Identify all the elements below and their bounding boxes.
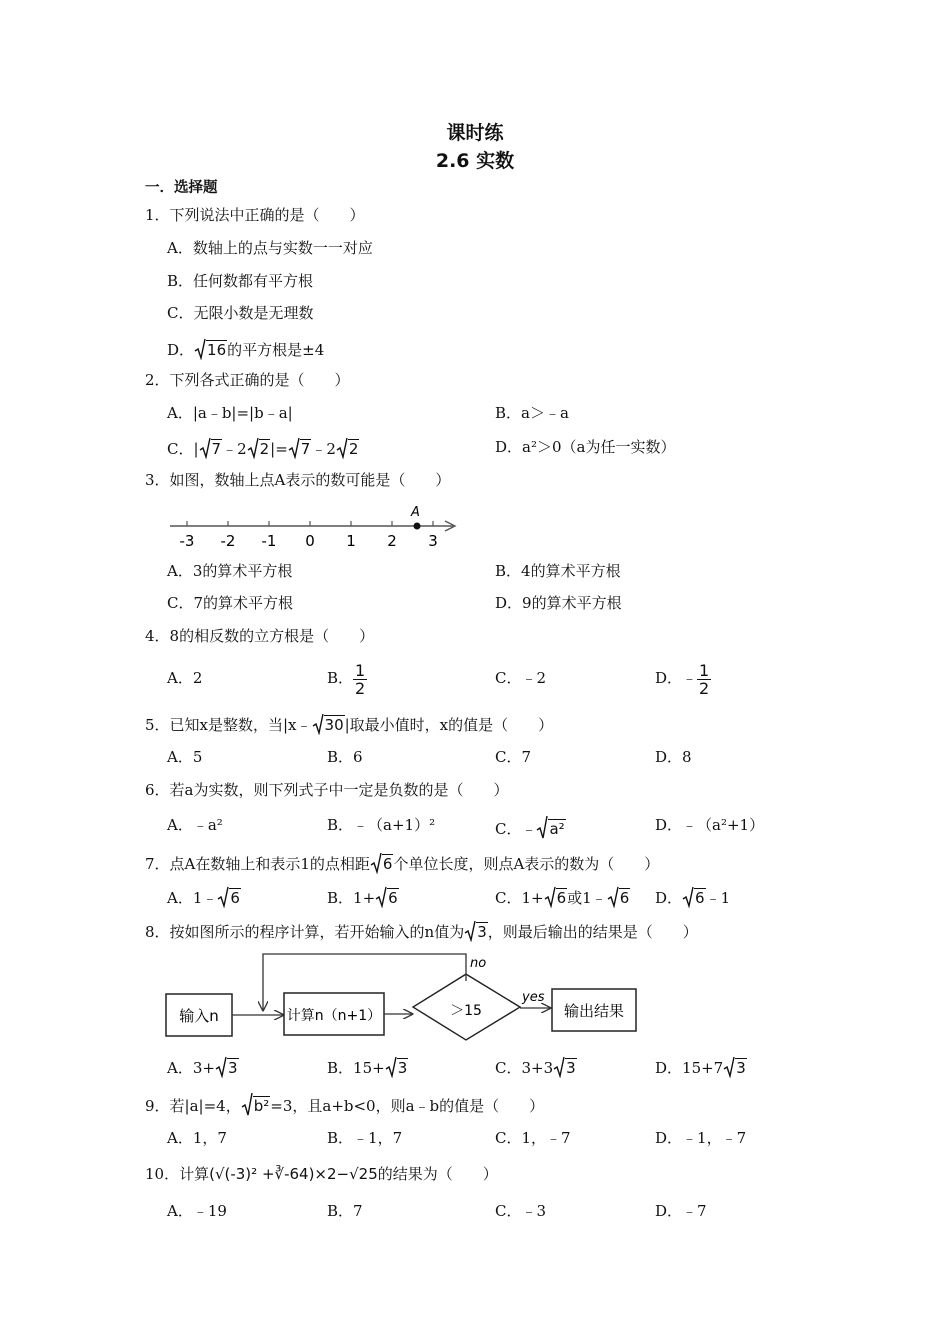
page-title: 课时练 bbox=[446, 122, 504, 144]
sqrt-symbol bbox=[464, 920, 476, 942]
q2-option-c: C．| 7﹣2 2|= 7﹣2 2 bbox=[167, 437, 359, 459]
q10-option-d: D．﹣7 bbox=[655, 1202, 707, 1220]
q4-option-b: B． $\frac{1}{2}$ bbox=[327, 660, 366, 698]
sqrt-symbol bbox=[247, 437, 259, 459]
sqrt-symbol bbox=[336, 437, 348, 459]
page-subtitle: 2.6 实数 bbox=[435, 150, 515, 172]
q9-option-b: B．﹣1，7 bbox=[327, 1129, 403, 1147]
q6-option-b: B．﹣（a+1）² bbox=[327, 816, 436, 834]
sqrt-symbol bbox=[241, 1092, 253, 1116]
output-box-label: 输出结果 bbox=[563, 1002, 625, 1020]
sqrt-symbol bbox=[385, 1056, 397, 1078]
q7-option-d: D． 6﹣1 bbox=[655, 886, 730, 908]
q10-option-a: A．﹣19 bbox=[167, 1202, 227, 1220]
sqrt-symbol bbox=[215, 1056, 227, 1078]
q1-option-b: B．任何数都有平方根 bbox=[167, 272, 314, 290]
axis-tick-label: -1 bbox=[261, 532, 277, 550]
sqrt-symbol bbox=[723, 1056, 735, 1078]
question-1-stem: 1．下列说法中正确的是（ ） bbox=[145, 206, 365, 224]
q10-option-c: C．﹣3 bbox=[495, 1202, 547, 1220]
q8-option-b: B．15+ 3 bbox=[327, 1056, 408, 1078]
q7-option-c: C．1+ 6或1﹣ 6 bbox=[495, 886, 630, 908]
section-heading: 一．选择题 bbox=[145, 180, 218, 196]
question-2-stem: 2．下列各式正确的是（ ） bbox=[145, 371, 350, 389]
q1-option-a: A．数轴上的点与实数一一对应 bbox=[167, 239, 373, 257]
sqrt-symbol bbox=[682, 886, 694, 908]
question-8-stem: 8．按如图所示的程序计算，若开始输入的n值为 3，则最后输出的结果是（ ） bbox=[145, 920, 698, 942]
q4-option-c: C．﹣2 bbox=[495, 669, 547, 687]
fraction: $\frac{1}{2}$ bbox=[355, 660, 366, 698]
sqrt-symbol bbox=[536, 815, 548, 839]
q1-option-d: D． 16的平方根是±4 bbox=[167, 338, 324, 360]
point-a-marker bbox=[414, 523, 421, 530]
sqrt-symbol bbox=[199, 437, 211, 459]
q5-option-d: D．8 bbox=[655, 748, 692, 766]
yes-label: yes bbox=[522, 990, 545, 1005]
q9-option-a: A．1，7 bbox=[167, 1129, 227, 1147]
axis-tick-label: -2 bbox=[220, 532, 236, 550]
axis-tick-label: 1 bbox=[346, 532, 356, 550]
no-label: no bbox=[470, 956, 487, 971]
sqrt-symbol bbox=[607, 886, 619, 908]
q5-option-b: B．6 bbox=[327, 748, 363, 766]
q3-option-b: B．4的算术平方根 bbox=[495, 562, 621, 580]
question-4-stem: 4．8的相反数的立方根是（ ） bbox=[145, 627, 375, 645]
q9-option-c: C．1，﹣7 bbox=[495, 1129, 571, 1147]
q3-option-a: A．3的算术平方根 bbox=[167, 562, 293, 580]
axis-tick-label: 2 bbox=[387, 532, 397, 550]
sqrt-symbol bbox=[375, 886, 387, 908]
sqrt-symbol bbox=[288, 437, 300, 459]
q8-option-c: C．3+3 3 bbox=[495, 1056, 577, 1078]
q5-option-a: A．5 bbox=[167, 748, 203, 766]
q10-option-b: B．7 bbox=[327, 1202, 363, 1220]
question-9-stem: 9．若|a|=4， b²=3，且a+b<0，则a﹣b的值是（ ） bbox=[145, 1092, 544, 1116]
question-5-stem: 5．已知x是整数，当|x﹣ 30|取最小值时，x的值是（ ） bbox=[145, 713, 553, 735]
sqrt-symbol bbox=[370, 852, 382, 874]
q2-option-a: A．|a﹣b|=|b﹣a| bbox=[167, 404, 293, 422]
sqrt-symbol bbox=[312, 713, 324, 735]
sqrt-symbol bbox=[217, 886, 229, 908]
q9-option-d: D．﹣1，﹣7 bbox=[655, 1129, 747, 1147]
calc-box-label: 计算n（n+1） bbox=[286, 1008, 382, 1024]
question-6-stem: 6．若a为实数，则下列式子中一定是负数的是（ ） bbox=[145, 781, 509, 799]
q7-option-b: B．1+ 6 bbox=[327, 886, 399, 908]
sqrt-symbol bbox=[553, 1056, 565, 1078]
axis-tick-label: 3 bbox=[428, 532, 438, 550]
q1-option-c: C．无限小数是无理数 bbox=[167, 304, 314, 322]
number-line bbox=[165, 500, 465, 552]
input-box-label: 输入n bbox=[179, 1007, 219, 1025]
sqrt-symbol bbox=[194, 338, 206, 360]
fraction: $\frac{1}{2}$ bbox=[699, 660, 710, 698]
q6-option-c: C．﹣ a² bbox=[495, 815, 566, 839]
q7-option-a: A．1﹣ 6 bbox=[167, 886, 241, 908]
q2-option-b: B．a＞﹣a bbox=[495, 404, 569, 422]
flowchart bbox=[160, 948, 650, 1043]
q4-option-d: D．﹣ $\frac{1}{2}$ bbox=[655, 660, 710, 698]
axis-tick-label: 0 bbox=[305, 532, 315, 550]
decision-label: ＞15 bbox=[450, 1003, 482, 1019]
question-7-stem: 7．点A在数轴上和表示1的点相距 6个单位长度，则点A表示的数为（ ） bbox=[145, 852, 659, 874]
q6-option-a: A．﹣a² bbox=[167, 816, 223, 834]
q6-option-d: D．﹣（a²+1） bbox=[655, 816, 765, 834]
point-a-label: A bbox=[411, 505, 420, 520]
q8-option-d: D．15+7 3 bbox=[655, 1056, 747, 1078]
q5-option-c: C．7 bbox=[495, 748, 532, 766]
sqrt-symbol bbox=[544, 886, 556, 908]
q8-option-a: A．3+ 3 bbox=[167, 1056, 239, 1078]
question-3-stem: 3．如图，数轴上点A表示的数可能是（ ） bbox=[145, 471, 451, 489]
question-10-stem: 10．计算(√(-3)² +∛-64)×2−√25的结果为（ ） bbox=[145, 1165, 498, 1183]
axis-tick-label: -3 bbox=[179, 532, 195, 550]
q3-option-d: D．9的算术平方根 bbox=[495, 594, 622, 612]
q2-option-d: D．a²＞0（a为任一实数） bbox=[495, 438, 676, 456]
q3-option-c: C．7的算术平方根 bbox=[167, 594, 294, 612]
q4-option-a: A．2 bbox=[167, 669, 203, 687]
q10-expression: (√(-3)² +∛-64)×2−√25 bbox=[209, 1165, 378, 1183]
